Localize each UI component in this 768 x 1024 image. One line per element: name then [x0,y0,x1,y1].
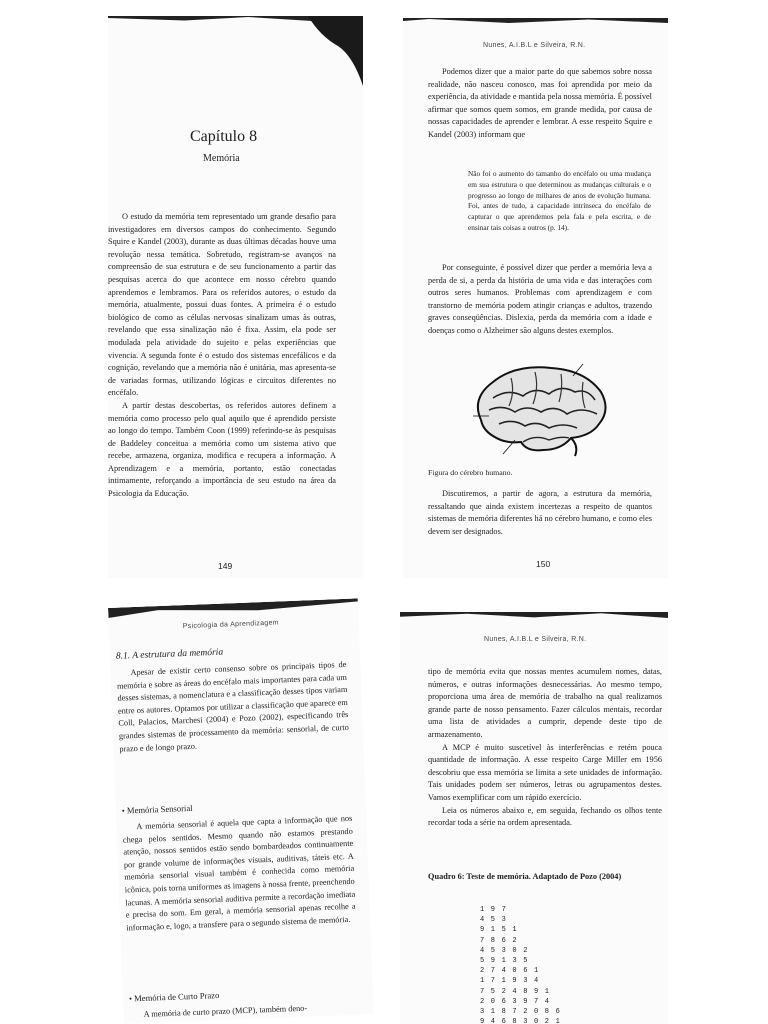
page-edge-shadow [108,598,358,618]
chapter-subtitle: Memória [203,153,240,164]
number-row: 9 1 5 1 [480,926,518,935]
page-edge-shadow [400,612,668,618]
subsection-heading: • Memória de Curto Prazo [128,990,220,1004]
page-body-top [428,66,652,142]
paragraph: Discutiremos, a partir de agora, a estrutura da memória, ressaltando que ainda existem incertezas a respeito de quantos sistemas de memória diferentes há no cérebro humano, e como eles devem ser designados. [428,489,652,536]
running-header: Nunes, A.I.B.L e Silveira, R.N. [483,42,586,49]
page-edge-shadow [403,18,668,23]
number-row: 7 5 2 4 8 9 1 [480,987,551,996]
book-page-152 [400,612,668,1024]
page-body [428,666,662,830]
running-header: Psicologia da Aprendizagem [182,619,279,631]
paragraph: Podemos dizer que a maior parte do que sabemos sobre nossa realidade, não nasceu conosco, mas foi aprendida por meio da experiência, da atividade e mantida pela nossa memória. É possível afirmar que somos quem somos, em grande medida, por causa de nossas capacidades de aprender e lembrar. A esse respeito Squire e Kandel (2003) informam que [428,67,652,139]
paragraph: A partir destas descobertas, os referidos autores definem a memória como processo pelo qual aquilo que é aprendido persiste ao longo do tempo. Também Coon (1999) referindo-se às pesquisas de Baddeley conceitua a memória como um sistema ativo que recebe, armazena, organiza, modifica e recupera a informação. A Aprendizagem e a memória, portanto, estão conectadas intimamente, reforçando a importância de seu estudo na área da Psicologia da Educação. [108,400,336,499]
book-page-150 [403,18,668,578]
section-body [116,659,349,756]
paragraph: A memória sensorial é aquela que capta a informação que nos chega pelos sentidos. Mesmo quando não estamos prestando atenção, nossos sentidos estão sendo bombardeados continuamente por grande volume de informações visuais, auditivas, táteis etc. A memória sensorial visual também é conhecida como memória icônica, pois torna uniformes as imagens à nossa frente, preenchendo lacunas. A memória sensorial auditiva permite a recordação imediata e precisa do som. Em geral, a memória sensorial apenas recolhe a informação e, logo, a transfere para o segundo sistema de memória. [122,813,356,933]
block-quote: Não foi o aumento do tamanho do encéfalo ou uma mudança em sua estrutura o que determinou as mudanças culturais e o progresso ao longo de milhares de anos de evolução humana. Foi, antes de tudo, a capacidade intrínseca do encéfalo de capturar o que aprendemos pela fala e pela escrita, e de ensinar tais coisas a outros (p. 14). [468,169,651,232]
book-page-149 [108,16,363,578]
page-body-bottom [428,488,652,538]
chapter-body [108,211,336,501]
running-header: Nunes, A.I.B.L e Silveira, R.N. [484,636,587,643]
book-page-151 [108,598,374,1023]
paragraph: tipo de memória evita que nossas mentes acumulem nomes, datas, números, e outras informações desnecessárias. Ao mesmo tempo, proporciona uma área de memória de trabalho na qual realizamos grande parte de nosso pensamento. Fazer cálculos mentais, recordar uma lista de atividades a cumprir, depende deste tipo de armazenamento. [428,667,662,739]
page-number: 149 [218,561,233,571]
paragraph: Por conseguinte, é possível dizer que perder a memória leva a perda de si, a perda da história de uma vida e das interações com outros seres humanos. Problemas com aprendizagem e com transtorno de memória podem atingir crianças e adultos, trazendo graves conseqüências. Dislexia, perda da memória com a idade e doenças como o Alzheimer são alguns destes exemplos. [428,263,652,335]
short-term-memory-body [129,1001,359,1022]
figure-caption: Figura do cérebro humano. [428,468,513,477]
paragraph: A memória de curto prazo (MCP), também deno- [143,1003,308,1019]
paragraph: Leia os números abaixo e, em seguida, fechando os olhos tente recordar toda a série na ordem apresentada. [428,805,662,828]
subsection-heading: • Memória Sensorial [121,802,193,816]
page-number: 150 [536,559,551,569]
number-row: 1 7 1 9 3 4 [480,977,540,986]
chapter-title: Capítulo 8 [190,128,258,145]
number-row: 7 8 6 2 [480,936,518,945]
number-row: 2 0 6 3 9 7 4 [480,997,551,1006]
page-corner-shadow [308,16,363,86]
number-row: 3 1 8 7 2 0 8 6 [480,1008,562,1017]
section-title: 8.1. A estrutura da memória [115,647,224,662]
table-caption: Quadro 6: Teste de memória. Adaptado de Pozo (2004) [428,872,622,881]
brain-illustration [463,358,613,463]
memory-test-number-rows [480,905,561,1024]
paragraph: Apesar de existir certo consenso sobre os principais tipos de memória e sobre as áreas do encéfalo mais importantes para cada um desses sistemas, a nomenclatura e a classificação desses tipos variam entre os autores. Optamos por utilizar a classificação que aparece em Coll, Palacios, Marchesi (2004) e Pozo (2002), especificando três grandes sistemas de processamento da memória: sensorial, de curto prazo e de longo prazo. [116,659,349,754]
number-row: 4 5 3 0 2 [480,946,529,955]
number-row: 5 9 1 3 5 [480,957,529,966]
paragraph: A MCP é muito suscetível às interferências e retém pouca quantidade de informação. A esse respeito Carge Miller em 1956 descobriu que essa memória se limita a sete unidades de informação. Tais unidades podem ser números, letras ou agrupamentos destes. Vamos exemplificar com um rápido exercício. [428,742,662,802]
number-row: 4 5 3 [480,916,508,925]
number-row: 2 7 4 0 6 1 [480,967,540,976]
number-row: 9 4 6 8 3 0 2 1 [480,1018,562,1024]
number-row: 1 9 7 [480,906,508,914]
sensory-memory-body [122,813,356,935]
page-body-middle [428,262,652,338]
paragraph: O estudo da memória tem representado um grande desafio para investigadores em diversos campos do conhecimento. Segundo Squire e Kandel (2003), durante as duas últimas décadas houve uma revolução nessa temática. Sobretudo, registram-se avanços na compreensão de sua estrutura e de seu funcionamento a partir das pesquisas acerca do que acontece em nosso cérebro quando aprendemos e lembramos. Para os referidos autores, o estudo da memória, atualmente, possui duas fontes. A primeira é o estudo biológico de como as células nervosas sinalizam umas às outras, revelando que essa sinalização não é fixa. Assim, ela pode ser modulada pela atividade do sujeito e pelas experiências que vivencia. A segunda fonte é o estudo dos sistemas encefálicos e da cognição, revelando que a memória não é unitária, mas apresenta-se de variadas formas, utilizando lógicas e circuitos diferentes no encéfalo. [108,212,336,398]
